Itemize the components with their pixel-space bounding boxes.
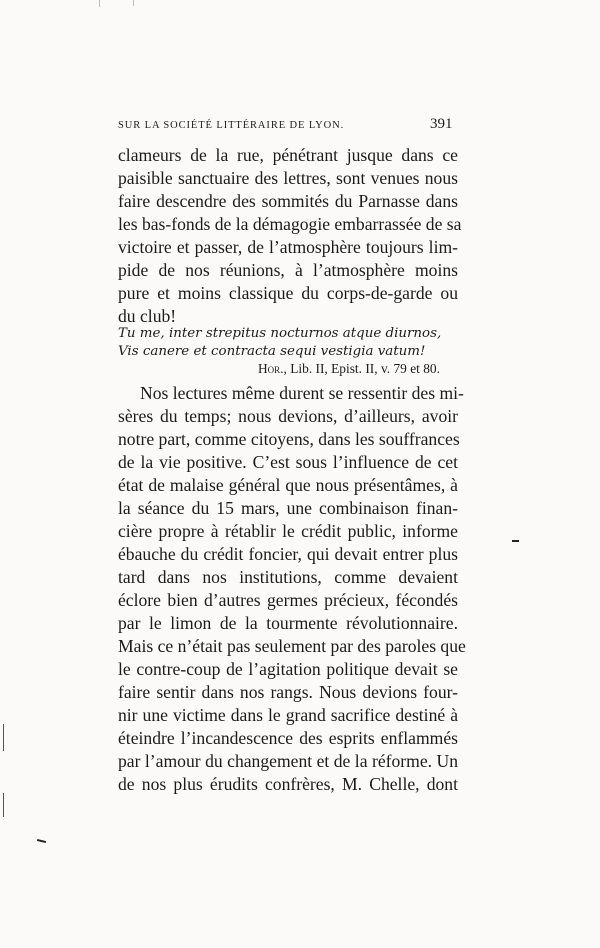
text-line: ébauche du crédit foncier, qui devait entrer plus xyxy=(118,544,458,564)
text-line: tard dans nos institutions, comme devaient xyxy=(118,567,458,587)
scan-mark xyxy=(133,0,134,6)
text-line: clameurs de la rue, pénétrant jusque dans ce xyxy=(118,145,458,165)
text-line: nir une victime dans le grand sacrifice destiné à xyxy=(118,705,458,725)
citation-reference: , Lib. II, Epist. II, v. 79 et 80. xyxy=(283,361,440,376)
text-line: cière propre à rétablir le crédit public, informe xyxy=(118,521,458,541)
text-line: Mais ce n’était pas seulement par des paroles que xyxy=(118,636,466,656)
text-line: pide de nos réunions, à l’atmosphère moins xyxy=(118,260,458,280)
text-line: paisible sanctuaire des lettres, sont venues nous xyxy=(118,168,458,188)
quote-citation xyxy=(258,361,440,377)
text-line: par l’amour du changement et de la réforme. Un xyxy=(118,751,458,771)
text-line: sères du temps; nous devions, d’ailleurs, avoir xyxy=(118,406,458,426)
text-line: par le limon de la tourmente révolutionnaire. xyxy=(118,613,458,633)
scan-mark xyxy=(37,839,46,843)
text-line: faire descendre des sommités du Parnasse dans xyxy=(118,191,458,211)
text-line: du club! xyxy=(118,306,177,326)
text-line: de la vie positive. C’est sous l’influence de cet xyxy=(118,452,458,472)
text-line: les bas-fonds de la démagogie embarrassée de sa xyxy=(118,214,462,234)
text-line: état de malaise général que nous présentâmes, à xyxy=(118,475,458,495)
page-number: 391 xyxy=(430,116,453,132)
text-line: notre part, comme citoyens, dans les souffrances xyxy=(118,429,460,449)
citation-author: Hor. xyxy=(258,361,284,376)
scan-mark xyxy=(3,793,4,817)
text-line: le contre-coup de l’agitation politique devait se xyxy=(118,659,458,679)
text-line: éclore bien d’autres germes précieux, fécondés xyxy=(118,590,458,610)
scan-mark xyxy=(3,724,4,751)
text-line: faire sentir dans nos rangs. Nous devions four- xyxy=(118,682,458,702)
text-line: pure et moins classique du corps-de-garde ou xyxy=(118,283,458,303)
scan-mark xyxy=(512,540,519,542)
text-line: de nos plus érudits confrères, M. Chelle, dont xyxy=(118,774,458,794)
running-head: SUR LA SOCIÉTÉ LITTÉRAIRE DE LYON. xyxy=(118,120,345,131)
quote-verse: Tu me, inter strepitus nocturnos atque diurnos, xyxy=(118,326,442,341)
text-line: Nos lectures même durent se ressentir des mi- xyxy=(140,383,464,403)
text-line: éteindre l’incandescence des esprits enflammés xyxy=(118,728,458,748)
text-line: victoire et passer, de l’atmosphère toujours lim- xyxy=(118,237,458,257)
quote-verse: Vis canere et contracta sequi vestigia vatum! xyxy=(118,344,426,359)
scan-mark xyxy=(99,0,100,7)
text-line: la séance du 15 mars, une combinaison finan- xyxy=(118,498,458,518)
